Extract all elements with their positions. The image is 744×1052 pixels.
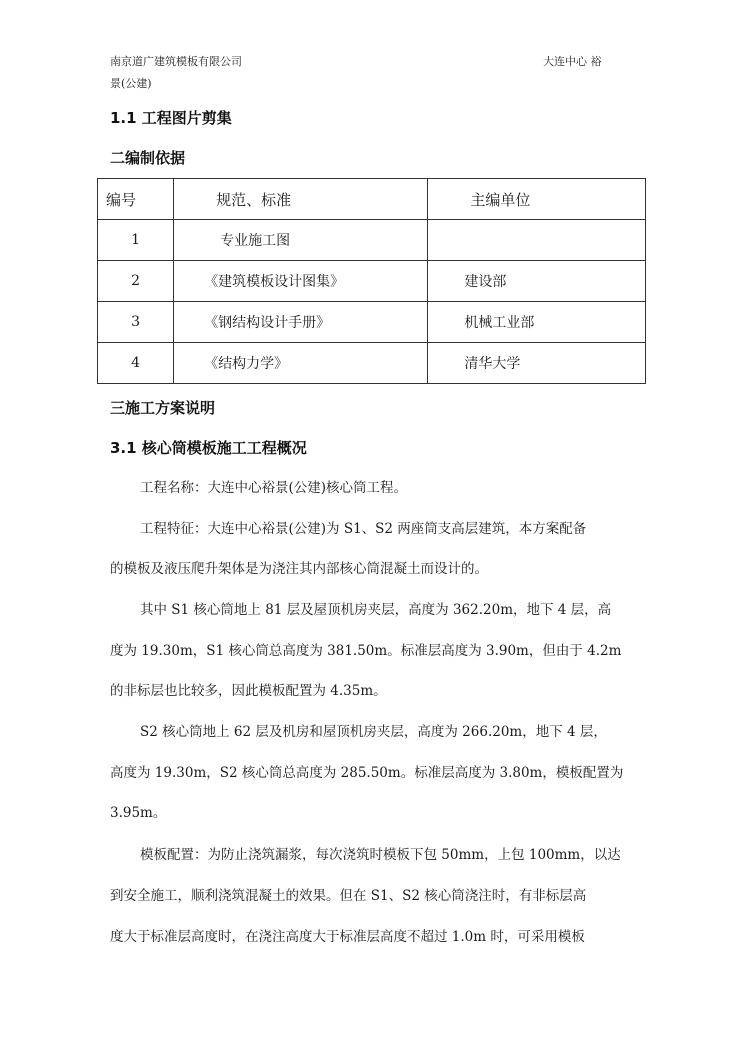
section-heading-3-1: 3.1 核心筒模板施工工程概况 (110, 439, 307, 457)
table-row (98, 302, 646, 343)
paragraph-line: 模板配置：为防止浇筑漏浆，每次浇筑时模板下包 50mm，上包 100mm，以达 (140, 847, 621, 863)
header-project: 大连中心 裕 (543, 55, 602, 68)
cell-standard: 《建筑模板设计图集》 (174, 261, 428, 302)
paragraph-line: 3.95m。 (110, 805, 167, 821)
header-standard: 规范、标准 (174, 179, 428, 220)
cell-no: 3 (98, 302, 174, 343)
reference-table (97, 178, 646, 384)
header-company: 南京道广建筑模板有限公司 (110, 55, 242, 68)
section-heading-basis: 二编制依据 (110, 149, 186, 167)
paragraph-line: 度为 19.30m，S1 核心筒总高度为 381.50m。标准层高度为 3.90m，但由于 4.2m (110, 643, 622, 659)
cell-no: 1 (98, 220, 174, 261)
paragraph-line: 度大于标准层高度时，在浇注高度大于标准层高度不超过 1.0m 时，可采用模板 (110, 929, 585, 945)
paragraph-line: 的非标层也比较多，因此模板配置为 4.35m。 (110, 683, 387, 699)
cell-standard: 《结构力学》 (174, 343, 428, 384)
paragraph-line: 的模板及液压爬升架体是为浇注其内部核心筒混凝土而设计的。 (110, 561, 488, 577)
table-row (98, 220, 646, 261)
header-project-wrap: 景(公建) (110, 77, 152, 90)
cell-editor: 机械工业部 (428, 302, 646, 343)
table-header-row (98, 179, 646, 220)
cell-editor: 清华大学 (428, 343, 646, 384)
cell-editor (428, 220, 646, 261)
paragraph-line: 高度为 19.30m，S2 核心筒总高度为 285.50m。标准层高度为 3.80m，模板配置为 (110, 765, 624, 781)
header-editor: 主编单位 (428, 179, 646, 220)
cell-standard: 专业施工图 (174, 220, 428, 261)
cell-standard: 《钢结构设计手册》 (174, 302, 428, 343)
paragraph-line: 到安全施工，顺利浇筑混凝土的效果。但在 S1、S2 核心筒浇注时，有非标层高 (110, 888, 587, 904)
paragraph-line: 工程名称：大连中心裕景(公建)核心筒工程。 (140, 480, 408, 496)
paragraph-line: S2 核心筒地上 62 层及机房和屋顶机房夹层，高度为 266.20m，地下 4 层， (140, 724, 607, 740)
table-row (98, 343, 646, 384)
header-no: 编号 (98, 179, 174, 220)
section-heading-construction: 三施工方案说明 (110, 399, 216, 417)
paragraph-line: 工程特征：大连中心裕景(公建)为 S1、S2 两座筒支高层建筑，本方案配备 (140, 521, 587, 537)
cell-editor: 建设部 (428, 261, 646, 302)
table-row (98, 261, 646, 302)
section-heading-1-1: 1.1 工程图片剪集 (110, 109, 232, 127)
cell-no: 4 (98, 343, 174, 384)
paragraph-line: 其中 S1 核心筒地上 81 层及屋顶机房夹层，高度为 362.20m，地下 4 层，高 (140, 602, 612, 618)
cell-no: 2 (98, 261, 174, 302)
